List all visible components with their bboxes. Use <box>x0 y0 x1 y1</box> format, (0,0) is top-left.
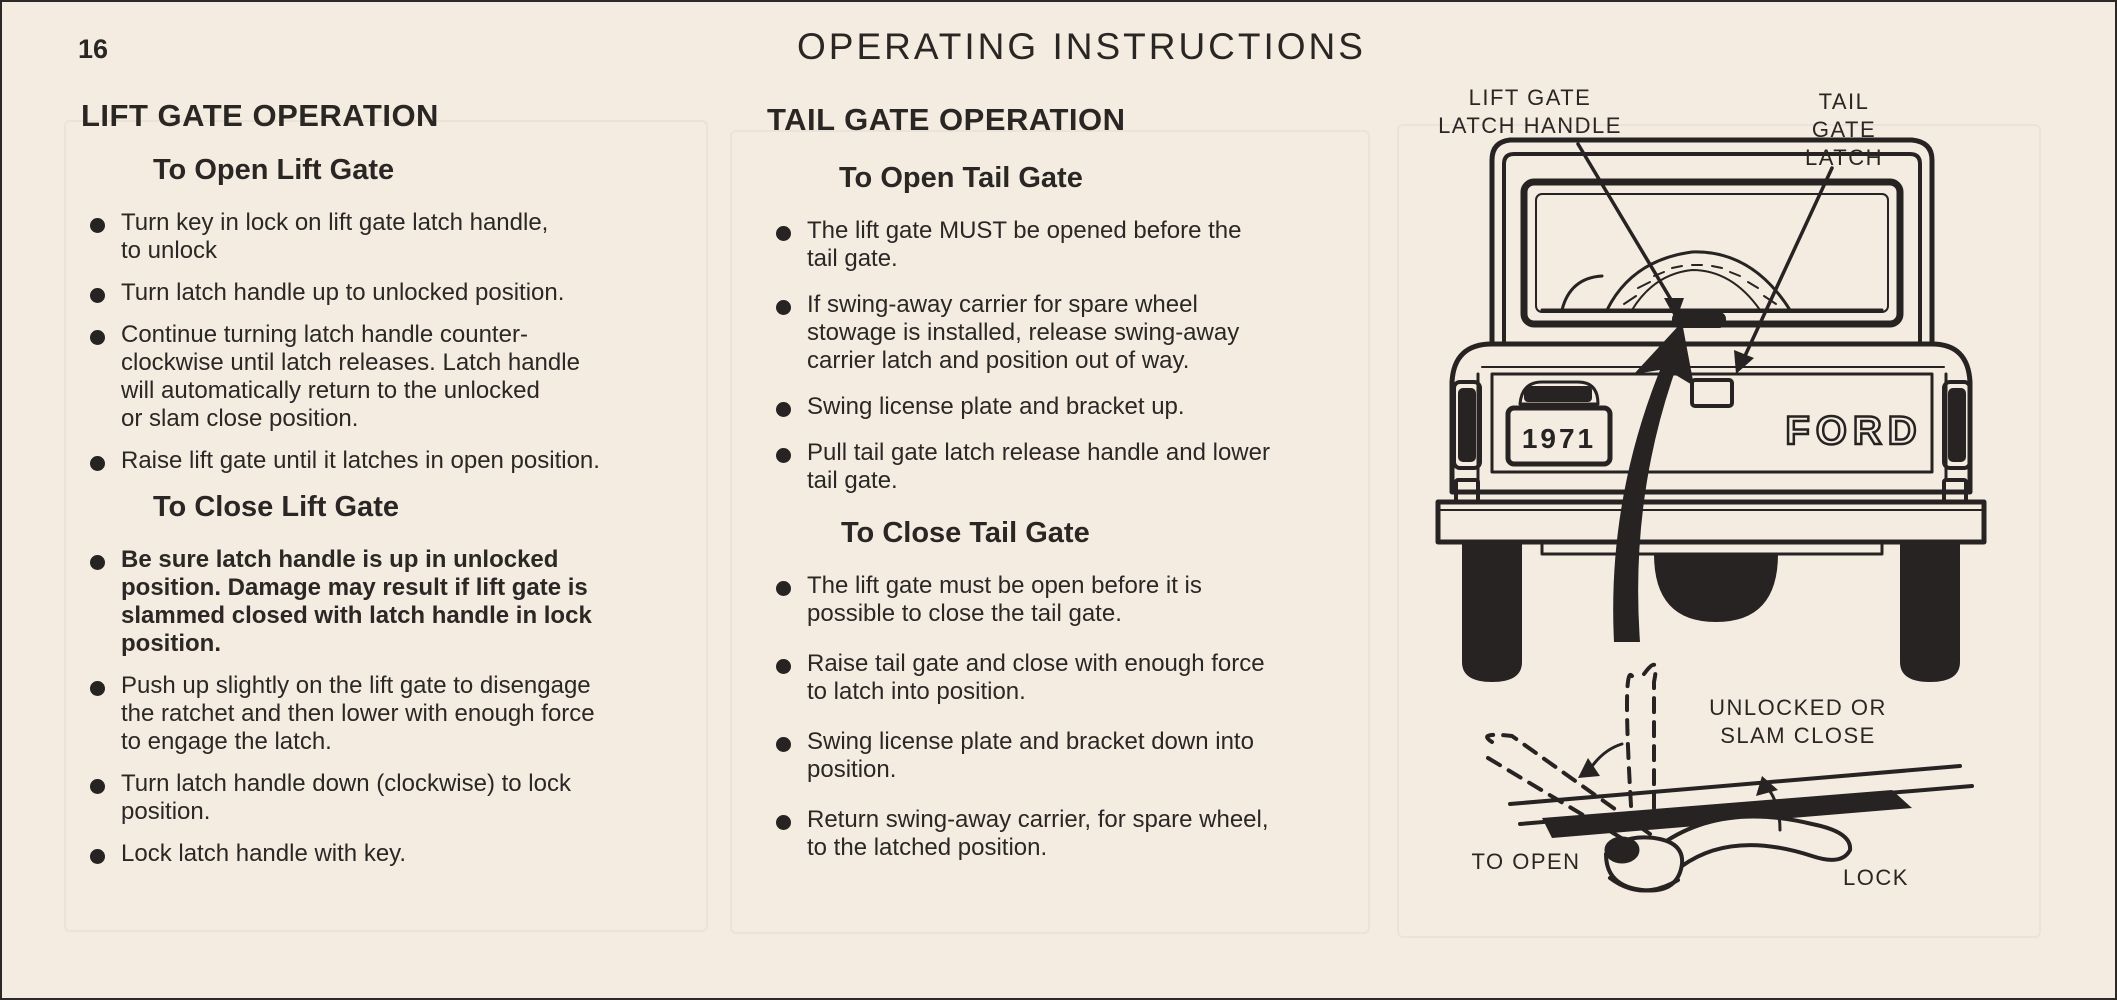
label-to-open: TO OPEN <box>1471 849 1581 874</box>
open-lift-gate-steps <box>81 209 721 475</box>
label-lock: LOCK <box>1843 865 1909 890</box>
open-tail-gate-heading: To Open Tail Gate <box>839 162 1083 194</box>
label-unlocked-or-slam-close: UNLOCKED OR SLAM CLOSE <box>1709 695 1887 748</box>
close-tail-gate-steps <box>767 572 1367 862</box>
list-item: Raise lift gate until it latches in open position. <box>81 447 721 475</box>
list-item: Turn latch handle up to unlocked position. <box>81 279 721 307</box>
label-tail-gate-latch: TAIL GATE LATCH <box>1805 89 1883 170</box>
list-item: The lift gate MUST be opened before the tail gate. <box>767 217 1367 273</box>
list-item: Push up slightly on the lift gate to disengage the ratchet and then lower with enough force to engage the latch. <box>81 672 721 756</box>
list-item: Turn latch handle down (clockwise) to lock position. <box>81 770 721 826</box>
open-lift-gate-heading: To Open Lift Gate <box>153 154 395 186</box>
license-plate-text: 1971 <box>1521 423 1597 454</box>
close-tail-gate-heading: To Close Tail Gate <box>841 517 1090 549</box>
list-item: If swing-away carrier for spare wheel stowage is installed, release swing-away carrier latch and position out of way. <box>767 291 1367 375</box>
page-title: OPERATING INSTRUCTIONS <box>797 26 1366 67</box>
list-item: Be sure latch handle is up in unlocked position. Damage may result if lift gate is slammed closed with latch handle in lock position. <box>81 546 721 658</box>
close-lift-gate-heading: To Close Lift Gate <box>153 491 399 523</box>
page-number: 16 <box>78 34 109 64</box>
list-item: Turn key in lock on lift gate latch handle, to unlock <box>81 209 721 265</box>
brand-lettering: FORD <box>1785 409 1923 453</box>
ford-lettering <box>1785 409 1922 453</box>
tail-gate-section <box>767 102 1367 862</box>
bronco-rear-drawing <box>1392 82 2032 962</box>
list-item: Pull tail gate latch release handle and lower tail gate. <box>767 439 1367 495</box>
list-item: Continue turning latch handle counter- clockwise until latch releases. Latch handle will automatically return to the unlocked or slam close position. <box>81 321 721 433</box>
lift-gate-heading: LIFT GATE OPERATION <box>81 98 439 133</box>
list-item: Raise tail gate and close with enough force to latch into position. <box>767 650 1367 706</box>
list-item: Return swing-away carrier, for spare wheel, to the latched position. <box>767 806 1367 862</box>
list-item: Swing license plate and bracket up. <box>767 393 1367 421</box>
close-lift-gate-steps <box>81 546 721 868</box>
vehicle-rear-illustration <box>1392 82 2032 962</box>
label-lift-gate-latch-handle: LIFT GATE LATCH HANDLE <box>1438 85 1622 138</box>
tail-gate-heading: TAIL GATE OPERATION <box>767 102 1126 137</box>
lift-gate-section <box>81 98 721 868</box>
list-item: Lock latch handle with key. <box>81 840 721 868</box>
list-item: The lift gate must be open before it is possible to close the tail gate. <box>767 572 1367 628</box>
open-tail-gate-steps <box>767 217 1367 495</box>
list-item: Swing license plate and bracket down into position. <box>767 728 1367 784</box>
